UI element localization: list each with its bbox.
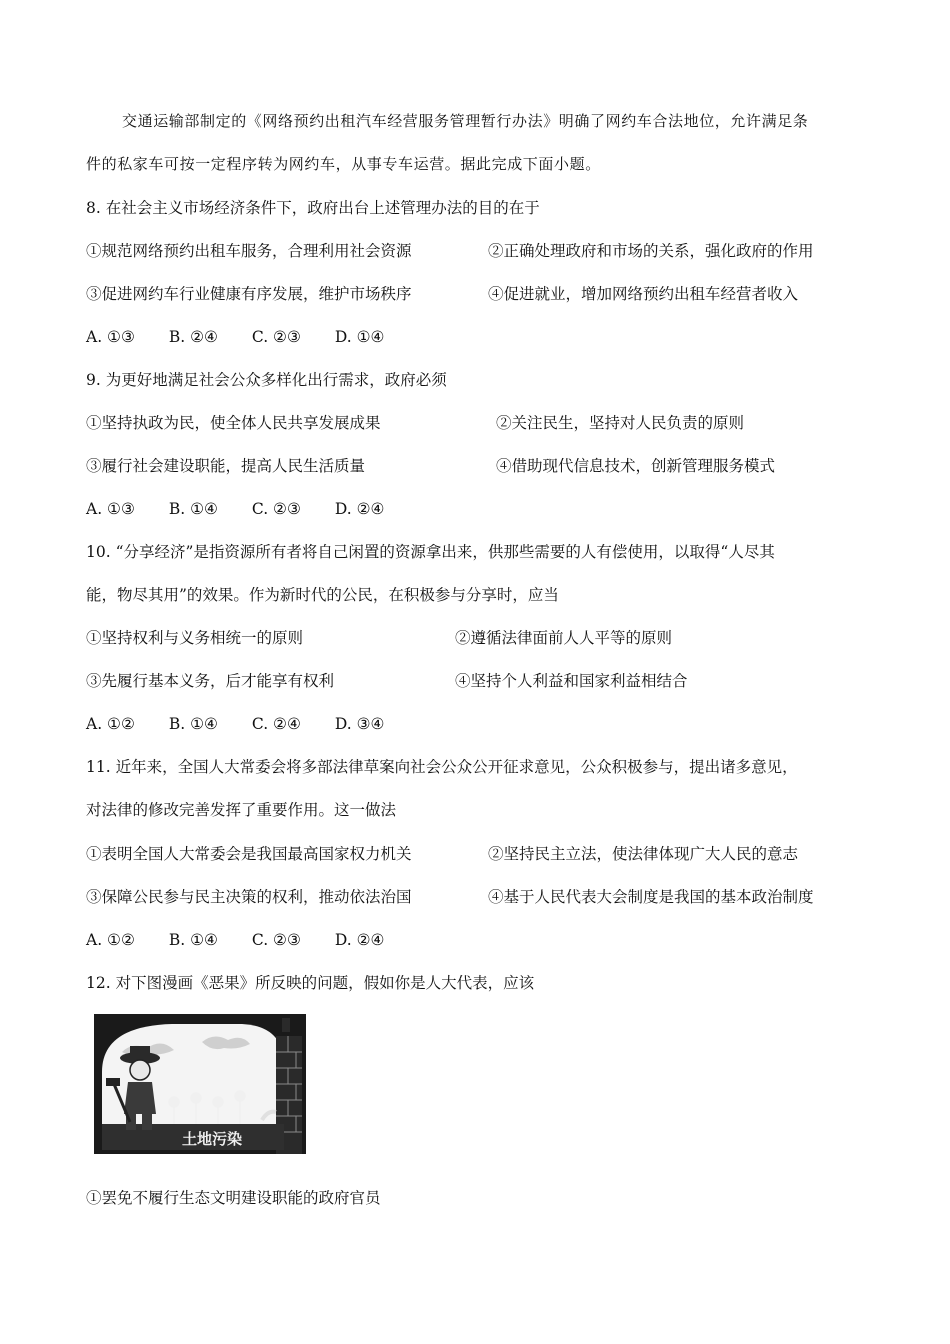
choice-d: D. ②④ (334, 931, 385, 949)
option-row (86, 241, 814, 261)
choice-c: C. ②③ (251, 931, 301, 949)
option-1: ①罢免不履行生态文明建设职能的政府官员 (86, 1189, 381, 1207)
choice-d: D. ③④ (334, 715, 385, 733)
choice-c: C. ②④ (251, 715, 301, 733)
option-3: ③促进网约车行业健康有序发展，维护市场秩序 (86, 285, 412, 303)
option-1: ①坚持权利与义务相统一的原则 (86, 629, 304, 647)
option-1: ①表明全国人大常委会是我国最高国家权力机关 (86, 845, 412, 863)
question-stem-line-2: 对法律的修改完善发挥了重要作用。这一做法 (86, 801, 397, 819)
choice-b: B. ②④ (168, 328, 218, 346)
question-stem: 9. 为更好地满足社会公众多样化出行需求，政府必须 (86, 371, 447, 389)
answer-choices (86, 499, 418, 519)
option-2: ②遵循法律面前人人平等的原则 (455, 629, 673, 647)
option-3: ③履行社会建设职能，提高人民生活质量 (86, 457, 366, 475)
choice-a: A. ①③ (86, 500, 135, 518)
question-stem: 8. 在社会主义市场经济条件下，政府出台上述管理办法的目的在于 (86, 199, 540, 217)
option-3: ③保障公民参与民主决策的权利，推动依法治国 (86, 888, 412, 906)
answer-choices (86, 327, 418, 347)
option-row (86, 671, 688, 691)
intro-line-1: 交通运输部制定的《网络预约出租汽车经营服务管理暂行办法》明确了网约车合法地位，允许满足条 (122, 112, 809, 130)
choice-d: D. ①④ (334, 328, 385, 346)
option-row (86, 887, 814, 907)
choice-b: B. ①④ (168, 500, 218, 518)
option-4: ④促进就业，增加网络预约出租车经营者收入 (488, 285, 799, 303)
option-1: ①坚持执政为民，使全体人民共享发展成果 (86, 414, 381, 432)
option-4: ④借助现代信息技术，创新管理服务模式 (496, 457, 776, 475)
option-2: ②坚持民主立法，使法律体现广大人民的意志 (488, 845, 799, 863)
choice-b: B. ①④ (168, 715, 218, 733)
option-row (86, 413, 745, 433)
option-row (86, 456, 776, 476)
choice-a: A. ①③ (86, 328, 135, 346)
choice-c: C. ②③ (251, 328, 301, 346)
choice-a: A. ①② (86, 931, 135, 949)
comic-illustration (92, 1012, 308, 1166)
option-2: ②关注民生，坚持对人民负责的原则 (496, 414, 745, 432)
comic-caption: 土地污染 (181, 1130, 243, 1148)
choice-b: B. ①④ (168, 931, 218, 949)
intro-line-2: 件的私家车可按一定程序转为网约车，从事专车运营。据此完成下面小题。 (86, 155, 601, 173)
option-3: ③先履行基本义务，后才能享有权利 (86, 672, 335, 690)
option-row (86, 628, 673, 648)
option-1: ①规范网络预约出租车服务，合理利用社会资源 (86, 242, 412, 260)
answer-choices (86, 714, 418, 734)
comic-image (92, 1012, 308, 1166)
choice-a: A. ①② (86, 715, 135, 733)
option-4: ④基于人民代表大会制度是我国的基本政治制度 (488, 888, 814, 906)
choice-d: D. ②④ (334, 500, 385, 518)
option-2: ②正确处理政府和市场的关系，强化政府的作用 (488, 242, 814, 260)
option-row (86, 284, 799, 304)
question-stem: 12. 对下图漫画《恶果》所反映的问题，假如你是人大代表，应该 (86, 974, 535, 992)
answer-choices (86, 930, 418, 950)
question-stem-line-2: 能，物尽其用”的效果。作为新时代的公民，在积极参与分享时，应当 (86, 586, 559, 604)
option-4: ④坚持个人利益和国家利益相结合 (455, 672, 688, 690)
question-stem-line-1: 10. “分享经济”是指资源所有者将自己闲置的资源拿出来，供那些需要的人有偿使用，以取得“人尽其 (86, 543, 775, 561)
choice-c: C. ②③ (251, 500, 301, 518)
question-stem-line-1: 11. 近年来，全国人大常委会将多部法律草案向社会公众公开征求意见，公众积极参与，提出诸多意见， (86, 758, 798, 776)
option-row (86, 844, 799, 864)
